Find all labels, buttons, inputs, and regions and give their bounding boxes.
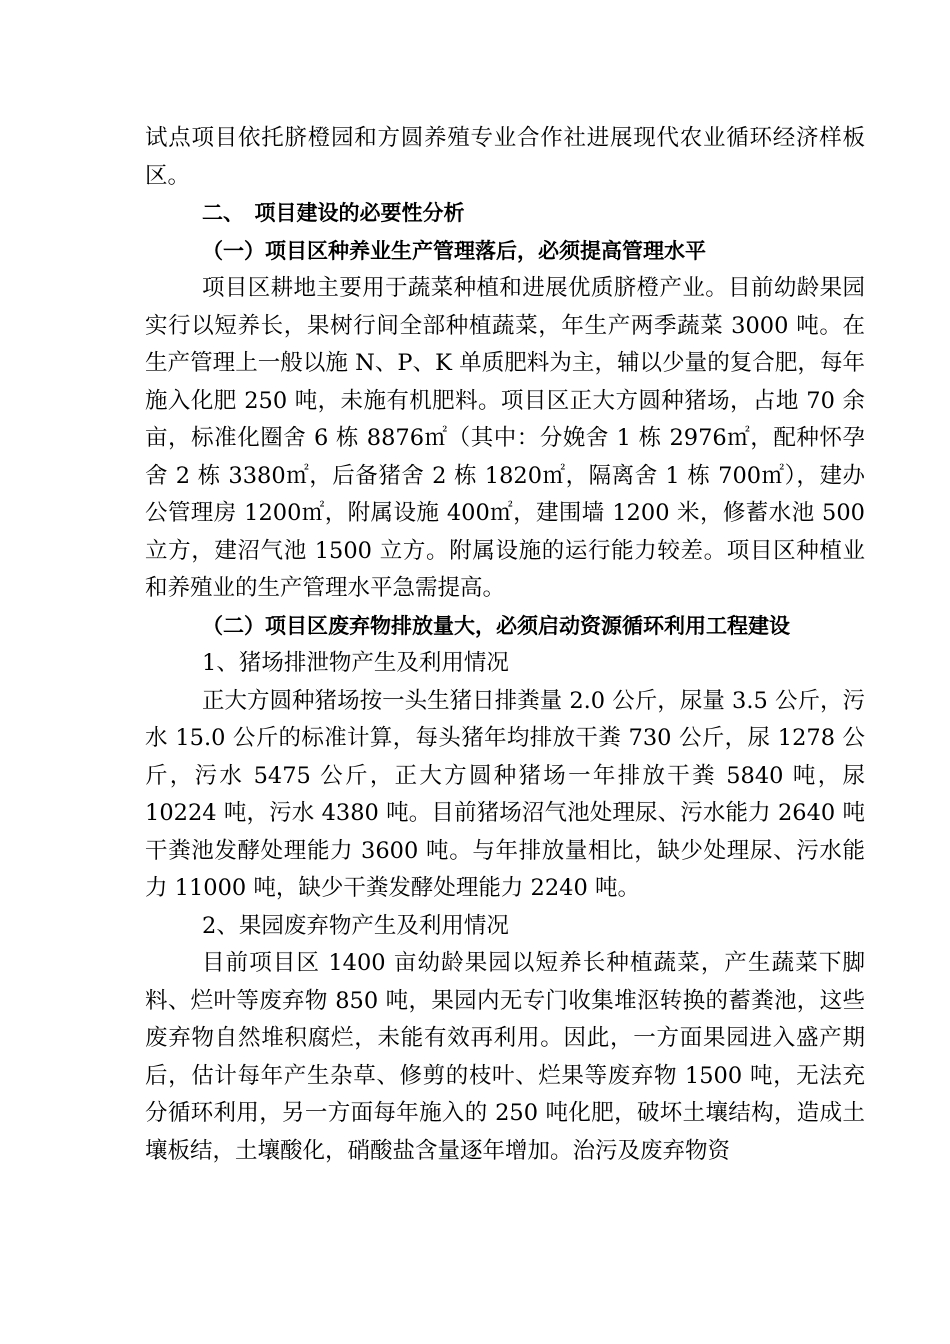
orchard-paragraph: 目前项目区 1400 亩幼龄果园以短养长种植蔬菜，产生蔬菜下脚料、烂叶等废弃物 850 吨，果园内无专门收集堆沤转换的蓄粪池，这些废弃物自然堆积腐烂，未能有效再利用。因此，一方面果园进入盛产期后，估计每年产生杂草、修剪的枝叶、烂果等废弃物 1500 吨，无法充分循环利用，另一方面每年施入的 250 吨化肥，破坏土壤结构，造成土壤板结，土壤酸化，硝酸盐含量逐年增加。治污及废弃物资 [145,950,865,1164]
intro-paragraph: 试点项目依托脐橙园和方圆养殖专业合作社进展现代农业循环经济样板区。 [145,125,865,189]
pig-farm-paragraph: 正大方圆种猪场按一头生猪日排粪量 2.0 公斤，尿量 3.5 公斤，污水 15.0 公斤的标准计算，每头猪年均排放干粪 730 公斤，尿 1278 公斤，污水 5475 公斤，正大方圆种猪场一年排放干粪 5840 吨，尿 10224 吨，污水 4380 吨。目前猪场沼气池处理尿、污水能力 2640 吨干粪池发酵处理能力 3600 吨。与年排放量相比，缺少处理尿、污水能力 11000 吨，缺少干粪发酵处理能力 2240 吨。 [145,687,865,901]
item-heading-2: 2、果园废弃物产生及利用情况 [202,912,509,939]
section-heading-2: 二、 项目建设的必要性分析 [202,201,465,225]
item-heading-1: 1、猪场排泄物产生及利用情况 [202,650,509,676]
management-paragraph: 项目区耕地主要用于蔬菜种植和进展优质脐橙产业。目前幼龄果园实行以短养长，果树行间全部种植蔬菜，年生产两季蔬菜 3000 吨。在生产管理上一般以施 N、P、K 单质肥料为主，辅以少量的复合肥，每年施入化肥 250 吨，未施有机肥料。项目区正大方圆种猪场，占地 70 余亩，标准化圈舍 6 栋 8876㎡（其中：分娩舍 1 栋 2976㎡，配种怀孕舍 2 栋 3380㎡，后备猪舍 2 栋 1820㎡，隔离舍 1 栋 700㎡），建办公管理房 1200㎡，附属设施 400㎡，建围墙 1200 米，修蓄水池 500 立方，建沼气池 1500 立方。附属设施的运行能力较差。项目区种植业和养殖业的生产管理水平急需提高。 [145,275,865,601]
subsection-heading-1: （一）项目区种养业生产管理落后，必须提高管理水平 [202,238,706,263]
subsection-heading-2: （二）项目区废弃物排放量大，必须启动资源循环利用工程建设 [202,613,790,638]
document-body [145,120,865,1170]
